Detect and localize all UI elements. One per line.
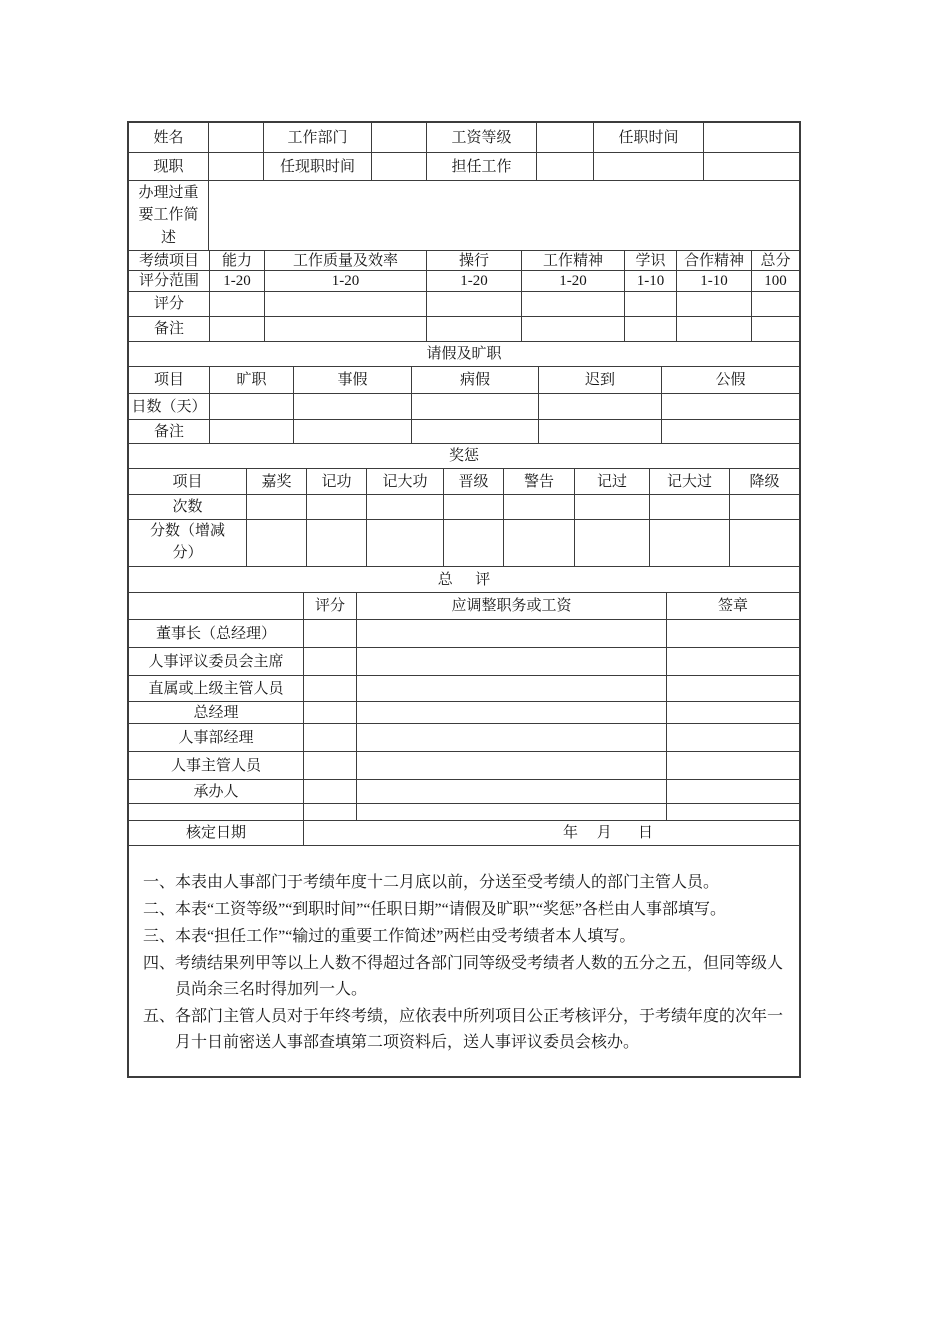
blank-cell <box>661 394 799 419</box>
blank-cell <box>293 420 411 443</box>
salary-grade-label: 工资等级 <box>426 123 536 152</box>
overall-row-empty <box>129 804 799 821</box>
info-row-2 <box>129 153 799 181</box>
blank-cell <box>729 520 799 566</box>
blank-cell <box>538 394 661 419</box>
blank-cell <box>666 702 799 723</box>
blank-cell <box>426 292 521 316</box>
signer-label: 承办人 <box>193 783 239 800</box>
rewards-header-commendation: 嘉奖 <box>246 469 306 494</box>
blank-cell <box>209 292 264 316</box>
current-post-time-value-cell <box>371 153 426 180</box>
rewards-count-label: 次数 <box>172 499 203 515</box>
leave-items-label: 项目 <box>153 372 184 388</box>
overall-row-hr-dept-manager <box>129 724 799 752</box>
rewards-header-row <box>129 469 799 495</box>
rewards-header-merit: 记功 <box>306 469 366 494</box>
notes-row <box>129 846 799 1076</box>
leave-section-title: 请假及旷职 <box>426 346 502 362</box>
signer-label: 人事部经理 <box>178 729 254 746</box>
name-value-cell <box>208 123 263 152</box>
rewards-header-demotion: 降级 <box>729 469 799 494</box>
blank-cell <box>356 648 666 675</box>
overall-header-signature: 签章 <box>666 593 799 619</box>
blank-cell <box>293 394 411 419</box>
blank-cell <box>503 520 574 566</box>
leave-title-row <box>129 342 799 367</box>
appraisal-header-cooperation: 合作精神 <box>676 251 751 270</box>
overall-header-adjustment: 应调整职务或工资 <box>356 593 666 619</box>
blank-cell <box>666 648 799 675</box>
overall-row-handler <box>129 780 799 804</box>
overall-header-row <box>129 593 799 620</box>
rewards-section-title: 奖惩 <box>448 448 479 464</box>
approval-date-value: 年 月 日 <box>303 821 799 845</box>
blank-cell <box>129 804 303 820</box>
appraisal-header-knowledge: 学识 <box>624 251 676 270</box>
blank-cell <box>303 620 356 647</box>
dept-label: 工作部门 <box>263 123 371 152</box>
range-conduct: 1-20 <box>426 271 521 291</box>
leave-header-personal: 事假 <box>293 367 411 393</box>
blank-cell <box>624 292 676 316</box>
blank-cell <box>666 724 799 751</box>
blank-cell <box>751 292 799 316</box>
approval-date-row <box>129 821 799 846</box>
blank-cell <box>593 153 703 180</box>
blank-cell <box>426 317 521 341</box>
rewards-header-promotion: 晋级 <box>443 469 503 494</box>
blank-cell <box>521 292 624 316</box>
blank-cell <box>666 804 799 820</box>
range-knowledge: 1-10 <box>624 271 676 291</box>
leave-remark-row <box>129 420 799 444</box>
blank-cell <box>303 804 356 820</box>
blank-cell <box>666 752 799 779</box>
blank-cell <box>574 495 649 519</box>
range-total: 100 <box>751 271 799 291</box>
leave-remark-label: 备注 <box>153 423 184 440</box>
overall-row-direct-supervisor <box>129 676 799 702</box>
summary-row <box>129 181 799 251</box>
tenure-label: 任职时间 <box>593 123 703 152</box>
blank-cell <box>574 520 649 566</box>
appraisal-range-row <box>129 271 799 292</box>
blank-cell <box>666 676 799 701</box>
rewards-header-major-merit: 记大功 <box>366 469 443 494</box>
blank-cell <box>303 780 356 803</box>
blank-cell <box>538 420 661 443</box>
blank-cell <box>503 495 574 519</box>
blank-cell <box>356 620 666 647</box>
leave-header-late: 迟到 <box>538 367 661 393</box>
blank-cell <box>129 593 303 619</box>
rewards-header-demerit: 记过 <box>574 469 649 494</box>
blank-cell <box>751 317 799 341</box>
rewards-header-warning: 警告 <box>503 469 574 494</box>
leave-header-sick: 病假 <box>411 367 538 393</box>
tenure-value-cell <box>703 123 799 152</box>
signer-label: 直属或上级主管人员 <box>148 680 284 697</box>
blank-cell <box>676 292 751 316</box>
rewards-items-label: 项目 <box>172 473 203 490</box>
leave-days-label: 日数（天） <box>131 398 207 415</box>
appraisal-header-total: 总分 <box>751 251 799 270</box>
blank-cell <box>303 724 356 751</box>
signer-label: 人事主管人员 <box>170 757 261 774</box>
appraisal-score-row <box>129 292 799 317</box>
appraisal-form <box>127 121 801 1078</box>
current-post-label: 现职 <box>153 158 184 175</box>
score-label: 评分 <box>153 296 184 312</box>
leave-days-row <box>129 394 799 420</box>
blank-cell <box>649 495 729 519</box>
note-item: 一、本表由人事部门于考绩年度十二月底以前，分送至受考绩人的部门主管人员。 <box>143 874 720 891</box>
remark-label: 备注 <box>153 321 184 337</box>
appraisal-header-work-spirit: 工作精神 <box>521 251 624 270</box>
signer-label: 总经理 <box>193 704 239 721</box>
range-ability: 1-20 <box>209 271 264 291</box>
leave-header-official: 公假 <box>661 367 799 393</box>
range-cooperation: 1-10 <box>676 271 751 291</box>
blank-cell <box>443 520 503 566</box>
overall-row-general-manager <box>129 702 799 724</box>
overall-row-committee-chair <box>129 648 799 676</box>
form-notes <box>129 846 799 1076</box>
appraisal-header-ability: 能力 <box>209 251 264 270</box>
note-item: 五、各部门主管人员对于年终考绩，应依表中所列项目公正考核评分，于考绩年度的次年一月十日前密送人事部查填第二项资料后，送人事评议委员会核办。 <box>143 1008 784 1051</box>
appraisal-header-row <box>129 251 799 271</box>
info-row-1 <box>129 123 799 153</box>
summary-label: 办理过重要工作简述 <box>138 184 199 246</box>
note-item: 四、考绩结果列甲等以上人数不得超过各部门同等级受考绩者人数的五分之五，但同等级人员尚余三名时得加列一人。 <box>143 955 784 998</box>
blank-cell <box>366 495 443 519</box>
leave-header-row <box>129 367 799 394</box>
blank-cell <box>676 317 751 341</box>
blank-cell <box>356 780 666 803</box>
blank-cell <box>356 676 666 701</box>
rewards-score-label: 分数（增减分） <box>149 523 225 561</box>
blank-cell <box>306 495 366 519</box>
rewards-count-row <box>129 495 799 520</box>
overall-header-score: 评分 <box>303 593 356 619</box>
blank-cell <box>209 317 264 341</box>
appraisal-remark-row <box>129 317 799 342</box>
blank-cell <box>246 495 306 519</box>
blank-cell <box>303 676 356 701</box>
blank-cell <box>356 724 666 751</box>
blank-cell <box>703 153 799 180</box>
range-work-spirit: 1-20 <box>521 271 624 291</box>
blank-cell <box>264 292 426 316</box>
blank-cell <box>666 620 799 647</box>
blank-cell <box>356 804 666 820</box>
blank-cell <box>209 420 293 443</box>
overall-title-row <box>129 567 799 593</box>
blank-cell <box>521 317 624 341</box>
current-post-value-cell <box>208 153 263 180</box>
blank-cell <box>306 520 366 566</box>
note-item: 三、本表“担任工作”“输过的重要工作简述”两栏由受考绩者本人填写。 <box>143 928 636 945</box>
dept-value-cell <box>371 123 426 152</box>
current-post-time-label: 任现职时间 <box>263 153 371 180</box>
overall-section-title: 总 评 <box>437 571 491 588</box>
blank-cell <box>411 394 538 419</box>
note-item: 二、本表“工资等级”“到职时间”“任职日期”“请假及旷职”“奖惩”各栏由人事部填写。 <box>143 901 727 918</box>
blank-cell <box>264 317 426 341</box>
rewards-score-row <box>129 520 799 567</box>
blank-cell <box>649 520 729 566</box>
blank-cell <box>246 520 306 566</box>
approval-date-label: 核定日期 <box>185 825 246 841</box>
name-label: 姓名 <box>153 129 184 146</box>
appraisal-header-quality: 工作质量及效率 <box>264 251 426 270</box>
signer-label: 董事长（总经理） <box>155 625 276 642</box>
blank-cell <box>303 648 356 675</box>
duty-label: 担任工作 <box>426 153 536 180</box>
signer-label: 人事评议委员会主席 <box>148 653 284 670</box>
blank-cell <box>666 780 799 803</box>
blank-cell <box>443 495 503 519</box>
blank-cell <box>661 420 799 443</box>
overall-row-chairman <box>129 620 799 648</box>
blank-cell <box>411 420 538 443</box>
appraisal-header-conduct: 操行 <box>426 251 521 270</box>
blank-cell <box>366 520 443 566</box>
blank-cell <box>303 752 356 779</box>
blank-cell <box>729 495 799 519</box>
blank-cell <box>356 752 666 779</box>
leave-header-absence: 旷职 <box>209 367 293 393</box>
blank-cell <box>209 394 293 419</box>
rewards-title-row <box>129 444 799 469</box>
summary-value-cell <box>208 181 799 250</box>
blank-cell <box>356 702 666 723</box>
salary-grade-value-cell <box>536 123 593 152</box>
duty-value-cell <box>536 153 593 180</box>
appraisal-items-label: 考绩项目 <box>138 252 199 269</box>
blank-cell <box>624 317 676 341</box>
overall-row-hr-supervisor <box>129 752 799 780</box>
rewards-header-major-demerit: 记大过 <box>649 469 729 494</box>
range-label: 评分范围 <box>138 273 199 289</box>
blank-cell <box>303 702 356 723</box>
range-quality: 1-20 <box>264 271 426 291</box>
